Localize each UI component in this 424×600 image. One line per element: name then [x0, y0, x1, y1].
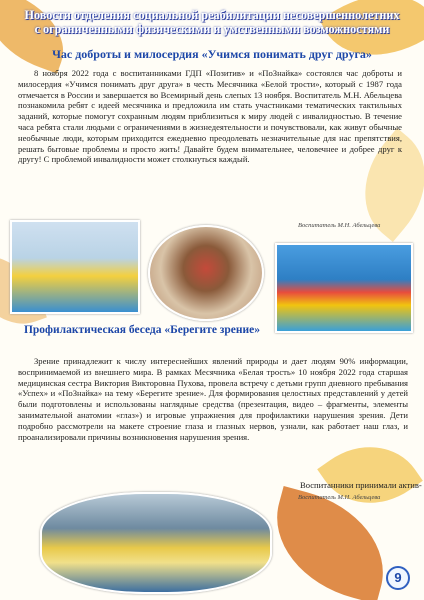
article2-text-end: Воспитанники принимали актив-: [300, 480, 422, 490]
header-line-1: Новости отделения социальной реабилитации несовершеннолетних: [24, 8, 400, 22]
leaf-decoration: [260, 486, 399, 600]
article1-title: Час доброты и милосердия «Учимся понимать друг друга»: [52, 47, 372, 61]
header-line-2: с ограниченными физическими и умственными возможностями: [34, 22, 390, 36]
photo-eye-lesson: [40, 492, 272, 594]
page-number: 9: [386, 566, 410, 590]
page-header: [0, 8, 424, 42]
photo-activity: [275, 243, 413, 333]
article2-text: Зрение принадлежит к числу интереснейших явлений природы и дает людям 90% информации, воспринимаемой из внешнего мира. В рамках Месячника «Белая трость» 10 ноября 2022 года старшая медицинская сестра Виктория Викторовна Пухова, провела встречу с детьми групп дневного пребывания «Успех» и «ПоЗнайка» на тему «Берегите зрение». Для формирования целостных представлений у детей были подготовлены и использованы наглядные средства (презентация, видео – фрагменты, элементы занимательной анатомии «глаз») и игровые упражнения для профилактики нарушения зрения. Дети подробно рассмотрели на макете строение глаза и глазных нервов, узнали, как работает наш глаз, и проанализировали причины возникновения нарушения зрения.: [18, 356, 408, 442]
article1-text: 8 ноября 2022 года с воспитанниками ГДП «Позитив» и «ПоЗнайка» состоялся час доброты и милосердия «Учимся понимать друг друга» в честь Месячника «Белой трости», который с 1987 года отмечается в России и завершается во Всемирный день слепых 13 ноября. Воспитатель М.Н. Абельцева познакомила ребят с идеей месячника и предложила им стать участниками тематических тактильных заданий, которые помогут сохранным людям приблизиться к миру людей с инвалидностью. В течение часа ребята стали людьми с ограничениями в жизнедеятельности и почувствовали, как живут обычные необычные люди, которым приходится ежедневно преодолевать незначительные для нас препятствия, решать бытовые проблемы и просто жить! Давайте будем внимательнее, человечнее и добрее друг к другу! С проблемой инвалидности может столкнуться каждый.: [18, 68, 402, 165]
photo-children-game: [148, 225, 264, 321]
article2-title: Профилактическая беседа «Берегите зрение»: [23, 324, 261, 336]
photo-classroom: [10, 220, 140, 314]
article2-signature: Воспитатель М.Н. Абельцева: [298, 494, 381, 501]
article1-signature: Воспитатель М.Н. Абельцева: [298, 222, 381, 229]
